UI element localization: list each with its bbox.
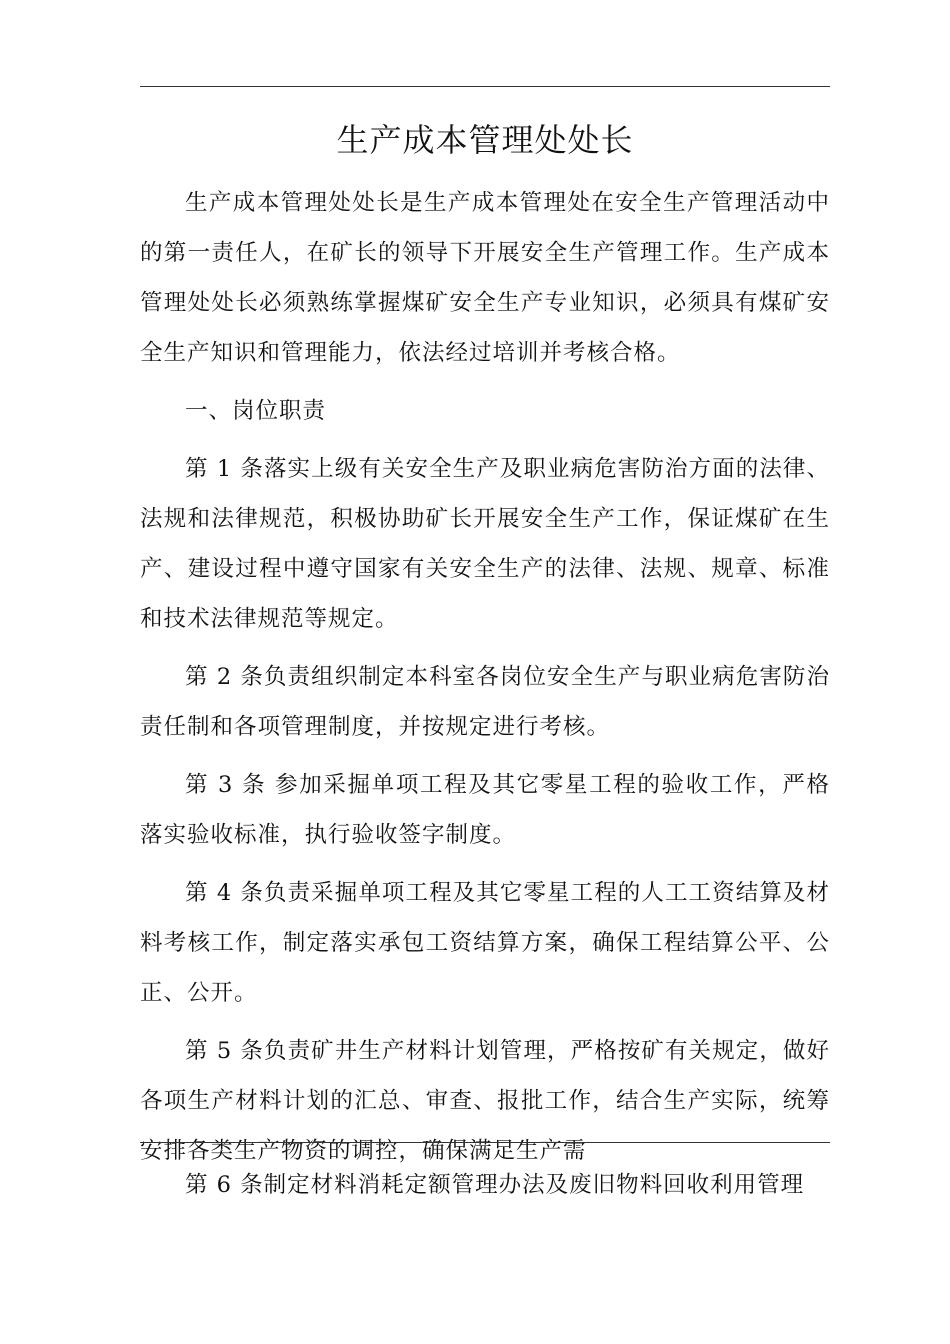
header-rule [140,86,830,87]
article-5-paragraph: 第 5 条负责矿井生产材料计划管理，严格按矿有关规定，做好各项生产材料计划的汇总、审查、报批工作，结合生产实际，统筹安排各类生产物资的调控，确保满足生产需 [140,1038,830,1164]
article-2-paragraph: 第 2 条负责组织制定本科室各岗位安全生产与职业病危害防治责任制和各项管理制度，并按规定进行考核。 [140,664,830,740]
document-body [140,178,830,1184]
article-4-paragraph: 第 4 条负责采掘单项工程及其它零星工程的人工工资结算及材料考核工作，制定落实承包工资结算方案，确保工程结算公平、公正、公开。 [140,880,830,1006]
document-page [140,0,830,1344]
article-3-paragraph: 第 3 条 参加采掘单项工程及其它零星工程的验收工作，严格落实验收标准，执行验收签字制度。 [140,772,830,848]
article-6-paragraph: 第 6 条制定材料消耗定额管理办法及废旧物料回收利用管理 [185,1172,805,1198]
document-title: 生产成本管理处处长 [336,121,634,159]
section-heading: 一、岗位职责 [185,398,327,424]
intro-paragraph: 生产成本管理处处长是生产成本管理处在安全生产管理活动中的第一责任人，在矿长的领导下开展安全生产管理工作。生产成本管理处处长必须熟练掌握煤矿安全生产专业知识，必须具有煤矿安全生产知识和管理能力，依法经过培训并考核合格。 [140,190,830,366]
article-1-paragraph: 第 1 条落实上级有关安全生产及职业病危害防治方面的法律、法规和法律规范，积极协助矿长开展安全生产工作，保证煤矿在生产、建设过程中遵守国家有关安全生产的法律、法规、规章、标准和技术法律规范等规定。 [140,456,830,632]
page-break-rule [140,1142,830,1143]
